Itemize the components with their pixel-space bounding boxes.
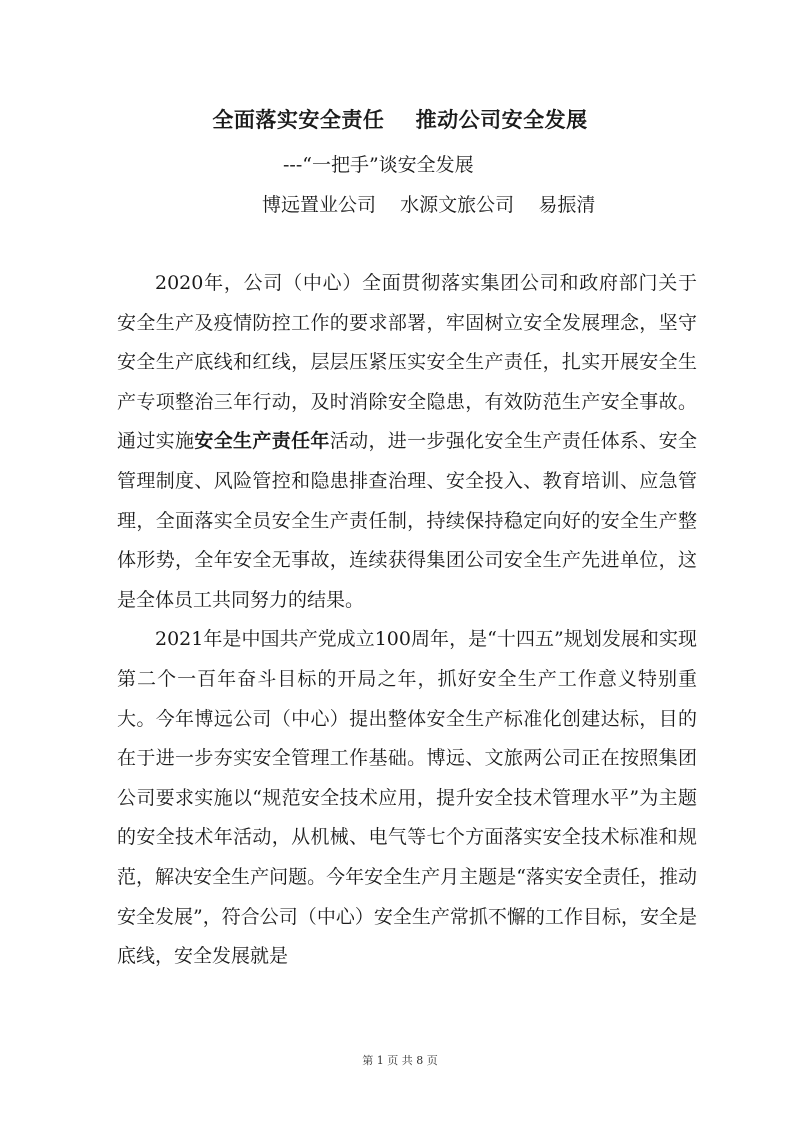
- paragraph-1-text-a: 2020年，公司（中心）全面贯彻落实集团公司和政府部门关于安全生产及疫情防控工作的要求部署，牢固树立安全发展理念，坚守安全生产底线和红线，层层压紧压实安全生产责任，扎实开展安全生产专项整治三年行动，及时消除安全隐患，有效防范生产安全事故。通过实施: [117, 272, 697, 453]
- paragraph-1-text-b: 活动，进一步强化安全生产责任体系、安全管理制度、风险管控和隐患排查治理、安全投入、教育培训、应急管理，全面落实全员安全生产责任制，持续保持稳定向好的安全生产整体形势，全年安全无事故，连续获得集团公司安全生产先进单位，这是全体员工共同努力的结果。: [117, 430, 697, 611]
- page-footer: 第 1 页 共 8 页: [362, 1054, 438, 1067]
- document-title: 全面落实安全责任 推动公司安全发展: [212, 107, 588, 132]
- document-author: 博远置业公司 水源文旅公司 易振清: [262, 194, 596, 216]
- document-body: [117, 264, 697, 977]
- paragraph-1-emphasis: 安全生产责任年: [194, 430, 330, 453]
- paragraph-2: 2021年是中国共产党成立100周年，是“十四五”规划发展和实现第二个一百年奋斗目标的开局之年，抓好安全生产工作意义特别重大。今年博远公司（中心）提出整体安全生产标准化创建达标，目的在于进一步夯实安全管理工作基础。博远、文旅两公司正在按照集团公司要求实施以“规范安全技术应用，提升安全技术管理水平”为主题的安全技术年活动，从机械、电气等七个方面落实安全技术标准和规范，解决安全生产问题。今年安全生产月主题是“落实安全责任，推动安全发展”，符合公司（中心）安全生产常抓不懈的工作目标，安全是底线，安全发展就是: [117, 628, 697, 968]
- paragraph-1: [117, 264, 697, 620]
- document-subtitle: ---“一把手”谈安全发展: [283, 154, 474, 176]
